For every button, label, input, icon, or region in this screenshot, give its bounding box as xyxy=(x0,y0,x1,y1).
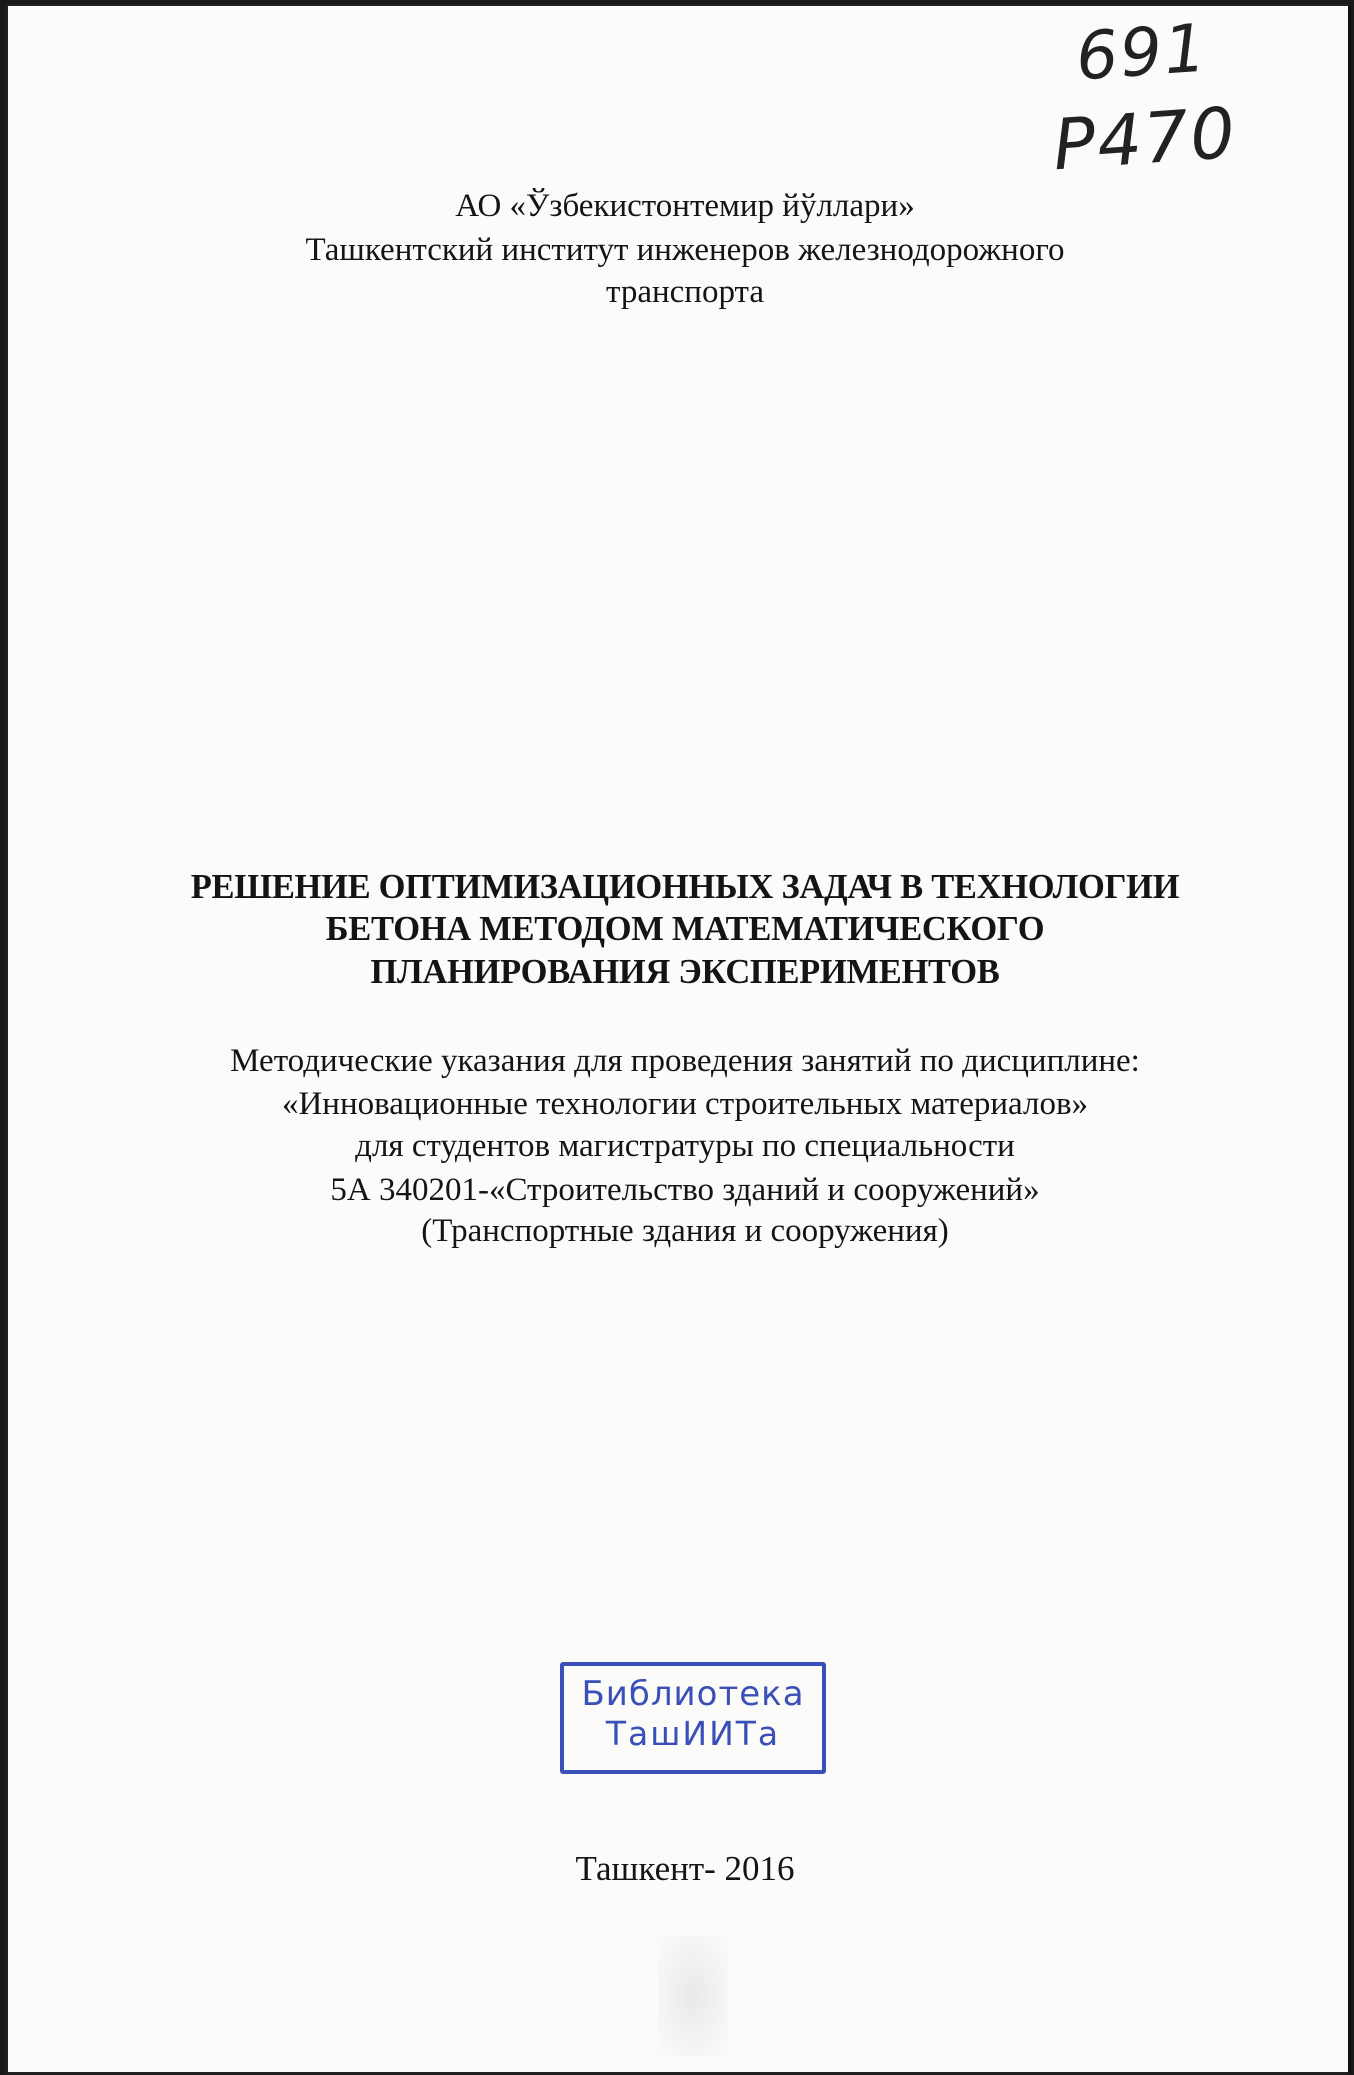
description-line5: (Транспортные здания и сооружения) xyxy=(421,1213,949,1249)
document-title-line1: РЕШЕНИЕ ОПТИМИЗАЦИОННЫХ ЗАДАЧ В ТЕХНОЛОГИИ xyxy=(190,868,1180,906)
scan-smudge xyxy=(658,1936,728,2056)
document-page xyxy=(6,4,1351,2074)
header-institute-line1: Ташкентский институт инженеров железнодорожного xyxy=(305,232,1065,268)
library-stamp-line2: ТашИИТа xyxy=(605,1714,781,1753)
document-title-line3: ПЛАНИРОВАНИЯ ЭКСПЕРИМЕНТОВ xyxy=(370,953,1000,991)
header-institute-line2: транспорта xyxy=(606,274,764,310)
handwritten-note-number: 691 xyxy=(1073,9,1211,96)
document-title-line2: БЕТОНА МЕТОДОМ МАТЕМАТИЧЕСКОГО xyxy=(325,910,1045,948)
description-line1: Методические указания для проведения занятий по дисциплине: xyxy=(230,1043,1140,1079)
library-stamp-line1: Библиотека xyxy=(581,1674,805,1714)
description-line2: «Инновационные технологии строительных материалов» xyxy=(281,1086,1089,1122)
description-line4: 5А 340201-«Строительство зданий и сооружений» xyxy=(330,1172,1040,1208)
header-organization: АО «Ўзбекистонтемир йўллари» xyxy=(455,188,915,224)
library-stamp xyxy=(560,1662,826,1774)
handwritten-note-code: P470 xyxy=(1050,91,1240,187)
description-line3: для студентов магистратуры по специальности xyxy=(355,1128,1015,1164)
footer-city-year: Ташкент- 2016 xyxy=(575,1849,795,1888)
